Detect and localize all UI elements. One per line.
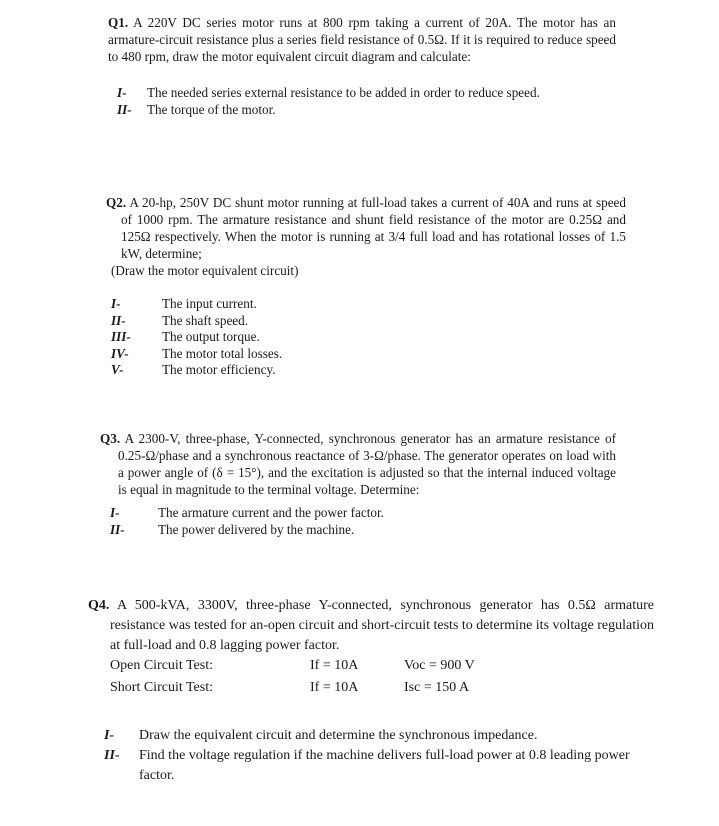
question-2-item <box>111 346 626 363</box>
item-number: IV- <box>111 345 129 361</box>
question-2 <box>106 194 626 379</box>
item-number: I- <box>111 296 121 311</box>
question-2-number: Q2. <box>106 195 127 210</box>
item-text: The armature current and the power factor. <box>158 505 384 520</box>
question-1-items <box>117 85 616 118</box>
question-2-item <box>111 329 626 346</box>
question-4-items <box>104 726 654 786</box>
question-3-item <box>110 522 616 539</box>
question-1-text: A 220V DC series motor runs at 800 rpm taking a current of 20A. The motor has an armature-circuit resistance plus a series field resistance of 0.5Ω. If it is required to reduce speed to 480 rpm, draw the motor equivalent circuit diagram and calculate: <box>108 15 616 64</box>
item-number: II- <box>104 748 120 763</box>
question-3-number: Q3. <box>100 431 121 446</box>
item-number: II- <box>117 101 132 117</box>
question-4-stem <box>88 596 654 656</box>
question-4-item <box>104 746 654 786</box>
question-4-text: A 500-kVA, 3300V, three-phase Y-connected, synchronous generator has 0.5Ω armature resistance was tested for an-open circuit and short-circuit tests to determine its voltage regulation at full-load and 0.8 lagging power factor. <box>110 598 654 653</box>
question-3-stem <box>100 430 616 498</box>
test-measured-value: Isc = 150 A <box>404 680 470 695</box>
question-4 <box>88 596 654 786</box>
item-number: II- <box>110 521 125 537</box>
question-1-item <box>117 85 616 102</box>
test-field-current: If = 10A <box>310 658 359 673</box>
item-text: The motor efficiency. <box>162 362 276 377</box>
question-1-item <box>117 102 616 119</box>
question-2-items <box>111 296 626 379</box>
item-number: V- <box>111 362 124 377</box>
question-1-number: Q1. <box>108 15 129 30</box>
item-text: The needed series external resistance to be added in order to reduce speed. <box>147 85 540 100</box>
test-name: Short Circuit Test: <box>110 680 213 695</box>
question-2-text: A 20-hp, 250V DC shunt motor running at full-load takes a current of 40A and runs at speed of 1000 rpm. The armature resistance and shunt field resistance of the motor are 0.25Ω and 125Ω respectively. When the motor is running at 3/4 full load and has rotational losses of 1.5 kW, determine; <box>121 195 626 261</box>
item-text: Draw the equivalent circuit and determine the synchronous impedance. <box>139 728 538 743</box>
question-3-text: A 2300-V, three-phase, Y-connected, synchronous generator has an armature resistance of 0.25-Ω/phase and a synchronous reactance of 3-Ω/phase. The generator operates on load with a power angle of (δ = 15°), and the excitation is adjusted so that the internal induced voltage is equal in magnitude to the terminal voltage. Determine: <box>118 431 616 497</box>
item-text: The output torque. <box>162 329 260 344</box>
item-number: I- <box>117 85 127 100</box>
question-4-number: Q4. <box>88 598 110 613</box>
item-text: The input current. <box>162 296 257 311</box>
question-2-item <box>111 313 626 330</box>
question-3-items <box>110 505 616 538</box>
test-field-current: If = 10A <box>310 680 359 695</box>
question-2-item <box>111 362 626 379</box>
test-name: Open Circuit Test: <box>110 658 213 673</box>
question-1 <box>108 14 616 118</box>
item-text: The shaft speed. <box>162 312 249 328</box>
item-number: II- <box>111 312 126 328</box>
question-2-note: (Draw the motor equivalent circuit) <box>111 263 299 278</box>
item-text: Find the voltage regulation if the machine delivers full-load power at 0.8 leading power factor. <box>139 748 630 783</box>
question-3-item <box>110 505 616 522</box>
question-2-stem <box>106 194 626 262</box>
test-results-table <box>110 656 654 698</box>
test-measured-value: Voc = 900 V <box>404 658 475 673</box>
question-1-stem <box>108 14 616 65</box>
question-4-item <box>104 726 654 746</box>
item-number: III- <box>111 329 131 344</box>
item-number: I- <box>110 505 120 520</box>
item-text: The torque of the motor. <box>147 101 276 117</box>
item-text: The motor total losses. <box>162 345 283 361</box>
question-3 <box>100 430 616 538</box>
item-number: I- <box>104 728 115 743</box>
item-text: The power delivered by the machine. <box>158 521 355 537</box>
question-2-item <box>111 296 626 313</box>
